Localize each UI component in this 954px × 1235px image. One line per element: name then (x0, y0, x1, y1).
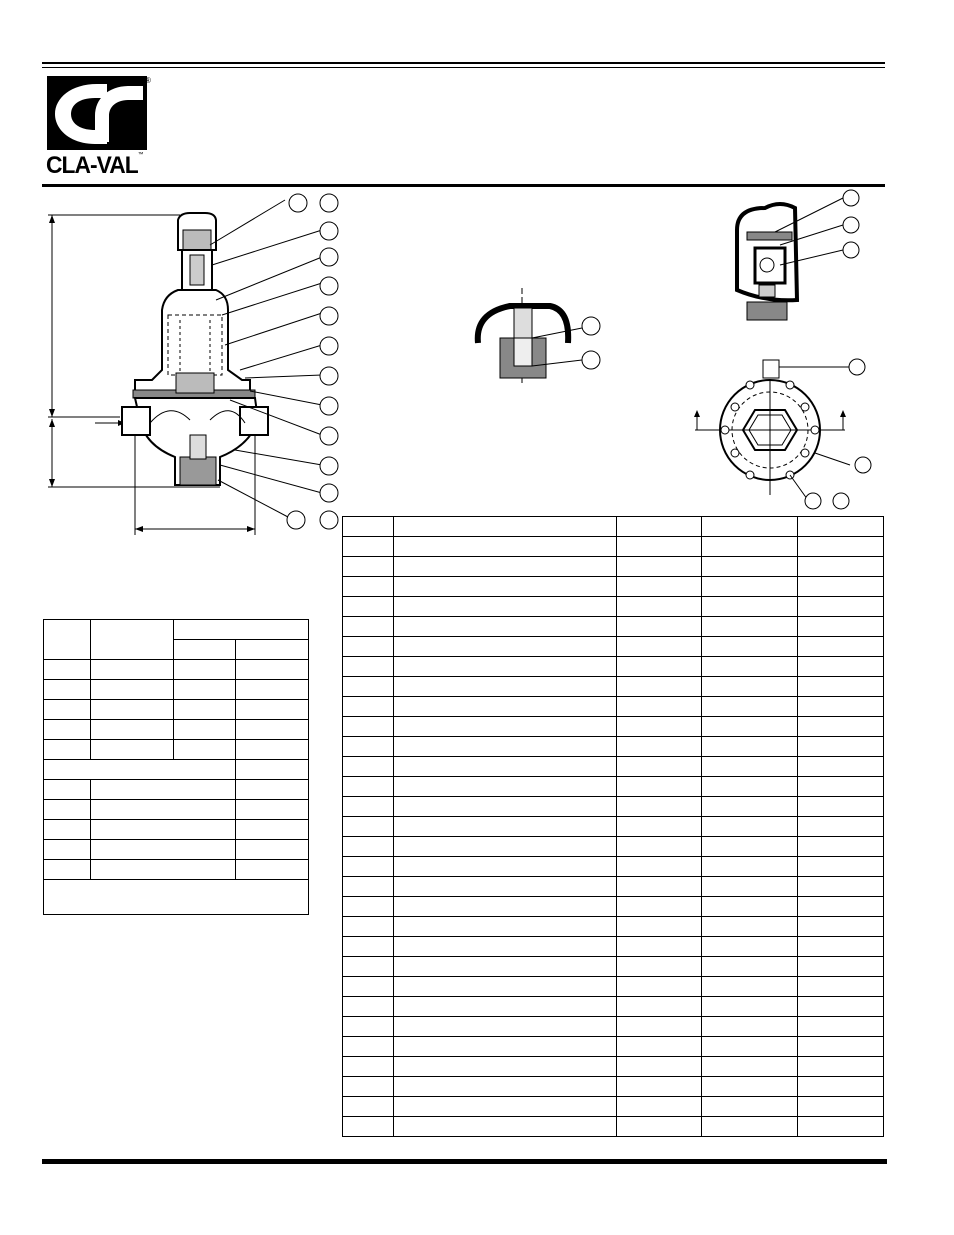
table-row (44, 660, 309, 680)
table-row (343, 1097, 884, 1117)
table-cell (702, 657, 798, 677)
table-cell (393, 617, 617, 637)
table-cell (343, 557, 394, 577)
table-cell (798, 677, 884, 697)
table-cell (393, 797, 617, 817)
table-cell (393, 897, 617, 917)
table-cell (617, 1097, 702, 1117)
valve-cross-section-drawing (40, 195, 340, 535)
table-cell (343, 597, 394, 617)
table-row (343, 1057, 884, 1077)
table-cell (798, 917, 884, 937)
table-cell (617, 837, 702, 857)
table-cell (798, 837, 884, 857)
table-cell (702, 577, 798, 597)
table-cell (702, 757, 798, 777)
table-cell (798, 957, 884, 977)
table-row (343, 757, 884, 777)
table-cell (343, 817, 394, 837)
dim-header-row (44, 620, 309, 640)
table-cell (702, 957, 798, 977)
table-cell (798, 697, 884, 717)
header-rule-bottom (42, 184, 885, 187)
table-row (343, 977, 884, 997)
table-row (44, 860, 309, 880)
table-cell (702, 997, 798, 1017)
table-cell (617, 1077, 702, 1097)
table-cell (343, 897, 394, 917)
table-row (44, 680, 309, 700)
table-cell (702, 717, 798, 737)
table-cell (393, 997, 617, 1017)
table-cell (343, 1017, 394, 1037)
table-cell (702, 1077, 798, 1097)
table-cell (393, 577, 617, 597)
table-note-row (44, 880, 309, 915)
table-cell (798, 1017, 884, 1037)
header-rule-top (42, 62, 885, 64)
table-cell (617, 797, 702, 817)
table-row (343, 717, 884, 737)
table-row (44, 800, 309, 820)
table-cell (617, 997, 702, 1017)
table-cell (343, 977, 394, 997)
table-cell (798, 1097, 884, 1117)
table-cell (798, 817, 884, 837)
table-row (343, 737, 884, 757)
table-cell (702, 1057, 798, 1077)
table-cell (393, 597, 617, 617)
table-cell (343, 937, 394, 957)
table-cell (393, 1017, 617, 1037)
table-cell (798, 997, 884, 1017)
table-cell (702, 1117, 798, 1137)
table-cell (617, 717, 702, 737)
table-row (343, 537, 884, 557)
table-row (343, 597, 884, 617)
table-cell (617, 677, 702, 697)
table-cell (617, 777, 702, 797)
table-cell (798, 577, 884, 597)
table-row (343, 1077, 884, 1097)
table-cell (393, 717, 617, 737)
table-cell (343, 957, 394, 977)
table-cell (343, 1117, 394, 1137)
table-cell (617, 637, 702, 657)
table-cell (343, 617, 394, 637)
table-cell (343, 917, 394, 937)
table-cell (798, 557, 884, 577)
table-cell (798, 977, 884, 997)
table-cell (617, 517, 702, 537)
table-row (44, 840, 309, 860)
table-cell (702, 797, 798, 817)
trademark-mark: ™ (137, 152, 143, 158)
table-cell (702, 517, 798, 537)
table-cell (798, 1117, 884, 1137)
table-cell (343, 1097, 394, 1117)
table-cell (393, 957, 617, 977)
table-cell (617, 1037, 702, 1057)
table-cell (798, 757, 884, 777)
table-cell (702, 637, 798, 657)
table-cell (617, 537, 702, 557)
table-cell (393, 637, 617, 657)
table-cell (617, 817, 702, 837)
table-cell (617, 757, 702, 777)
table-cell (617, 937, 702, 957)
table-row (44, 820, 309, 840)
table-cell (393, 857, 617, 877)
table-row (343, 957, 884, 977)
table-row (44, 720, 309, 740)
table-cell (393, 1077, 617, 1097)
table-cell (393, 537, 617, 557)
table-row (343, 1117, 884, 1137)
table-cell (702, 897, 798, 917)
table-cell (617, 577, 702, 597)
table-row (343, 857, 884, 877)
table-cell (393, 697, 617, 717)
table-cell (617, 1117, 702, 1137)
table-cell (702, 857, 798, 877)
table-cell (617, 557, 702, 577)
table-row (343, 557, 884, 577)
table-cell (343, 1077, 394, 1097)
table-cell (343, 877, 394, 897)
table-cell (393, 877, 617, 897)
table-cell (393, 777, 617, 797)
table-cell (393, 677, 617, 697)
table-cell (617, 917, 702, 937)
logo-mark (47, 76, 147, 150)
table-row (343, 697, 884, 717)
table-cell (617, 1017, 702, 1037)
table-cell (702, 937, 798, 957)
logo-swoosh-icon (47, 76, 147, 150)
table-cell (798, 597, 884, 617)
table-cell (393, 817, 617, 837)
table-row (343, 677, 884, 697)
table-cell (393, 1097, 617, 1117)
brand-wordmark (46, 152, 151, 180)
table-cell (343, 677, 394, 697)
table-cell (343, 697, 394, 717)
table-cell (343, 1037, 394, 1057)
table-cell (798, 1057, 884, 1077)
table-cell (343, 637, 394, 657)
table-cell (798, 797, 884, 817)
table-cell (798, 897, 884, 917)
table-row (343, 617, 884, 637)
table-row (343, 577, 884, 597)
table-row (343, 657, 884, 677)
table-cell (702, 597, 798, 617)
table-row (343, 1037, 884, 1057)
table-row (343, 817, 884, 837)
table-cell (343, 577, 394, 597)
registered-mark: ® (145, 76, 151, 85)
table-cell (798, 737, 884, 757)
table-cell (702, 1017, 798, 1037)
table-cell (702, 1037, 798, 1057)
table-cell (343, 537, 394, 557)
table-cell (702, 977, 798, 997)
table-cell (393, 1117, 617, 1137)
table-cell (617, 697, 702, 717)
table-cell (617, 877, 702, 897)
table-row (44, 780, 309, 800)
brand-name: CLA-VAL (46, 152, 138, 179)
table-row (44, 700, 309, 720)
table-cell (617, 957, 702, 977)
table-cell (343, 517, 394, 537)
seat-detail-drawing (470, 288, 610, 388)
table-cell (343, 797, 394, 817)
table-cell (798, 617, 884, 637)
table-cell (393, 837, 617, 857)
table-cell (393, 757, 617, 777)
table-cell (617, 597, 702, 617)
table-cell (702, 737, 798, 757)
table-cell (798, 1037, 884, 1057)
table-cell (343, 857, 394, 877)
table-cell (343, 1057, 394, 1077)
flange-end-view-drawing (695, 355, 875, 505)
table-cell (343, 997, 394, 1017)
table-cell (798, 657, 884, 677)
table-row (343, 797, 884, 817)
adjustment-detail-drawing (725, 190, 865, 330)
table-row (343, 637, 884, 657)
table-cell (617, 897, 702, 917)
table-cell (798, 877, 884, 897)
table-cell (343, 717, 394, 737)
table-cell (702, 877, 798, 897)
table-cell (798, 937, 884, 957)
table-cell (393, 917, 617, 937)
table-cell (617, 617, 702, 637)
parts-list-table (342, 516, 884, 1137)
table-cell (702, 817, 798, 837)
table-row (343, 837, 884, 857)
table-cell (393, 937, 617, 957)
table-cell (702, 557, 798, 577)
footer-rule (42, 1159, 887, 1164)
table-row (343, 917, 884, 937)
table-cell (393, 657, 617, 677)
table-cell (617, 737, 702, 757)
table-cell (343, 737, 394, 757)
table-cell (798, 637, 884, 657)
table-cell (798, 717, 884, 737)
table-cell (343, 657, 394, 677)
table-row (343, 897, 884, 917)
table-row (343, 877, 884, 897)
table-cell (393, 1057, 617, 1077)
table-cell (702, 1097, 798, 1117)
table-cell (702, 917, 798, 937)
table-row (343, 777, 884, 797)
header-rule-second (42, 67, 885, 68)
table-row (343, 937, 884, 957)
table-row (343, 997, 884, 1017)
table-cell (702, 777, 798, 797)
table-row (44, 760, 309, 780)
table-cell (393, 977, 617, 997)
table-cell (702, 697, 798, 717)
dimension-table (43, 619, 309, 915)
table-cell (393, 737, 617, 757)
table-cell (702, 617, 798, 637)
table-cell (617, 657, 702, 677)
table-cell (393, 1037, 617, 1057)
table-cell (343, 777, 394, 797)
table-cell (702, 537, 798, 557)
table-cell (798, 857, 884, 877)
table-cell (798, 1077, 884, 1097)
table-cell (617, 977, 702, 997)
table-row (343, 1017, 884, 1037)
table-cell (798, 517, 884, 537)
table-cell (798, 777, 884, 797)
table-cell (702, 837, 798, 857)
table-cell (393, 557, 617, 577)
table-cell (702, 677, 798, 697)
table-row (343, 517, 884, 537)
brand-logo (42, 76, 152, 180)
table-cell (617, 1057, 702, 1077)
table-cell (343, 837, 394, 857)
table-cell (617, 857, 702, 877)
table-row (44, 740, 309, 760)
table-cell (343, 757, 394, 777)
table-cell (393, 517, 617, 537)
table-cell (798, 537, 884, 557)
